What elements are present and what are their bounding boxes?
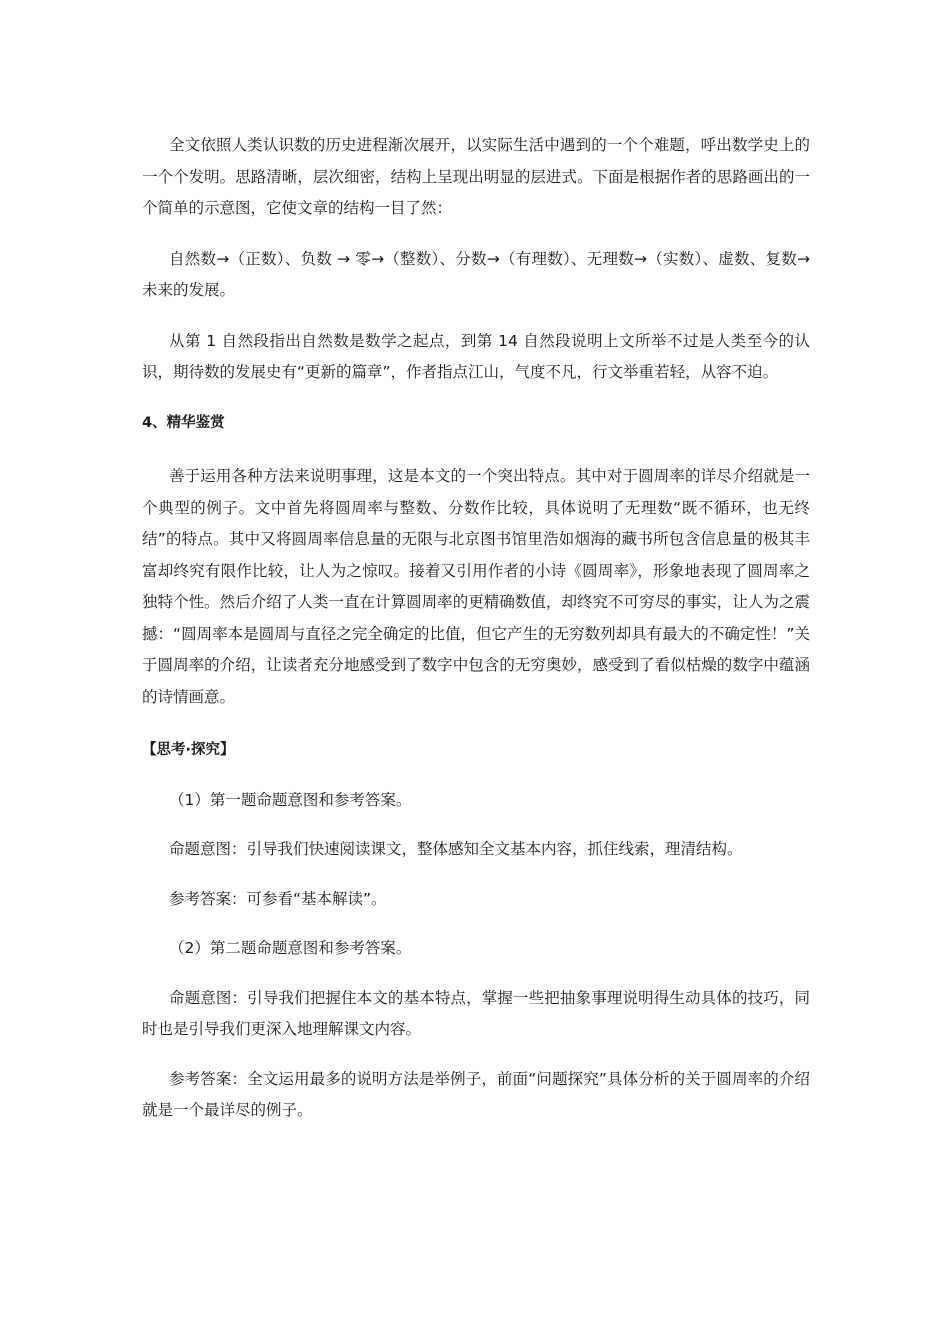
appreciation-paragraph: 善于运用各种方法来说明事理，这是本文的一个突出特点。其中对于圆周率的详尽介绍就是一个典型的例子。文中首先将圆周率与整数、分数作比较，具体说明了无理数“既不循环，也无终结”的特点。其中又将圆周率信息量的无限与北京图书馆里浩如烟海的藏书所包含信息量的极其丰富却终究有限作比较，让人为之惊叹。接着又引用作者的小诗《圆周率》，形象地表现了圆周率之独特个性。然后介绍了人类一直在计算圆周率的更精确数值，却终究不可穷尽的事实，让人为之震撼：“圆周率本是圆周与直径之完全确定的比值，但它产生的无穷数列却具有最大的不确定性！”关于圆周率的介绍，让读者充分地感受到了数字中包含的无穷奥妙，感受到了看似枯燥的数字中蕴涵的诗情画意。 [142,467,810,706]
question-1-title: （1）第一题命题意图和参考答案。 [169,790,412,809]
question-2-title: （2）第二题命题意图和参考答案。 [169,939,412,957]
section-heading-think-explore: 【思考·探究】 [142,742,235,758]
question-2-answer: 参考答案：全文运用最多的说明方法是举例子，前面“问题探究”具体分析的关于圆周率的介绍就是一个最详尽的例子。 [142,1069,810,1119]
section-heading-appreciation: 4、精华鉴赏 [142,414,225,431]
question-2-intent: 命题意图：引导我们把握住本文的基本特点，掌握一些把抽象事理说明得生动具体的技巧，同时也是引导我们更深入地理解课文内容。 [142,988,810,1038]
question-1-answer: 参考答案：可参看“基本解读”。 [169,889,387,908]
number-chain-paragraph: 自然数→（正数）、负数 → 零→（整数）、分数→（有理数）、无理数→（实数）、虚数、复数→未来的发展。 [142,249,810,299]
question-1-intent: 命题意图：引导我们快速阅读课文，整体感知全文基本内容，抓住线索，理清结构。 [169,840,743,858]
document-body [142,130,810,1127]
structure-paragraph: 全文依照人类认识数的历史进程渐次展开，以实际生活中遇到的一个个难题，呼出数学史上的一个个发明。思路清晰，层次细密，结构上呈现出明显的层进式。下面是根据作者的思路画出的一个简单的示意图，它使文章的结构一目了然： [142,136,810,217]
scope-paragraph: 从第 1 自然段指出自然数是数学之起点，到第 14 自然段说明上文所举不过是人类至今的认识，期待数的发展史有“更新的篇章”，作者指点江山，气度不凡，行文举重若轻，从容不迫。 [142,331,810,381]
